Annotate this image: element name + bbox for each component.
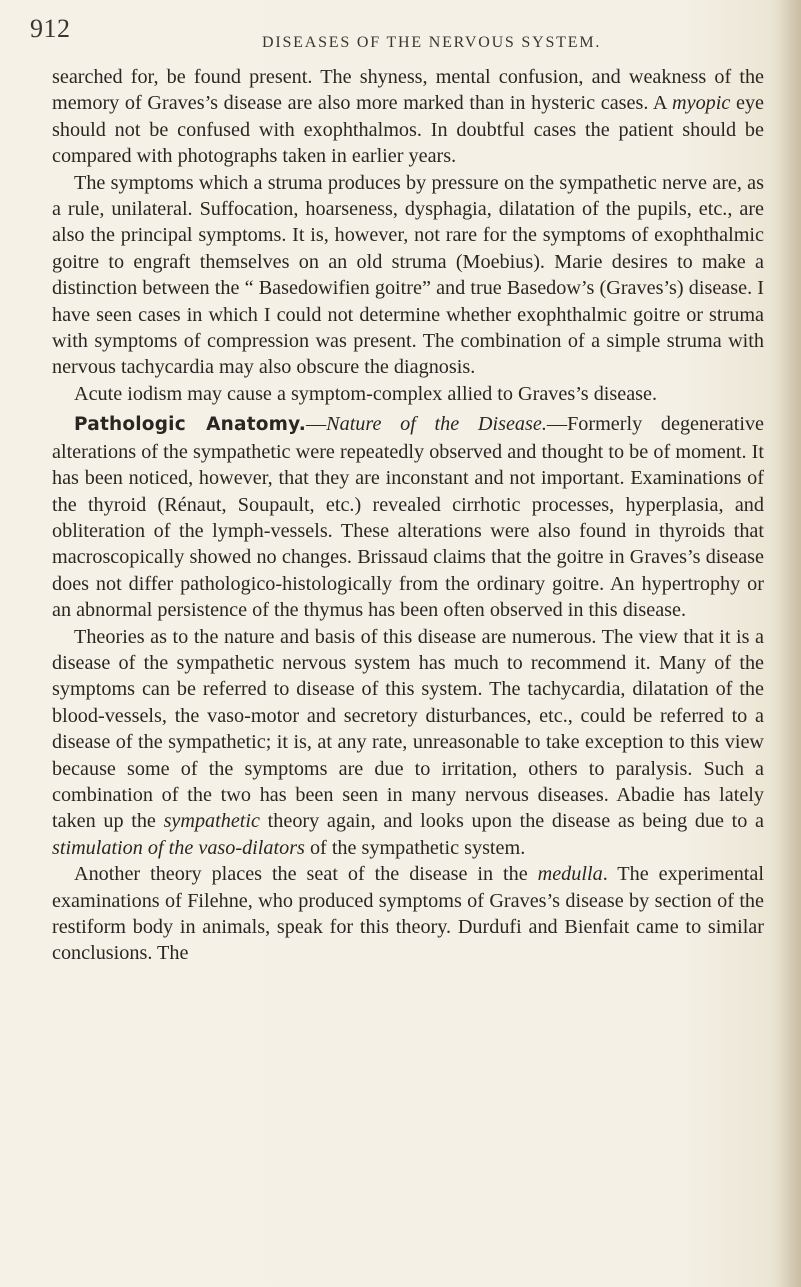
page-header	[0, 14, 801, 54]
text-run: Another theory places the seat of the disease in the	[74, 863, 538, 886]
italic-term: medulla	[537, 863, 603, 886]
italic-term: myopic	[672, 92, 731, 115]
paragraph-1	[52, 64, 764, 170]
section-heading: Pathologic Anatomy.	[74, 414, 306, 436]
text-run: searched for, be found present. The shyness, mental confusion, and weakness of the memory of Graves’s disease are also more marked than in hysteric cases. A	[52, 66, 764, 115]
text-run: Theories as to the nature and basis of this disease are numerous. The view that it is a disease of the sympathetic nervous system has much to recommend it. Many of the symptoms can be referred to disease of this system. The tachycardia, dilatation of the blood-vessels, the vaso-motor and secretory disturbances, etc., could be referred to a disease of the sympathetic; it is, at any rate, unreasonable to take exception to this view because some of the symptoms are due to irritation, others to paralysis. Such a combination of the two has been seen in many nervous diseases. Abadie has lately taken up the	[52, 625, 764, 833]
paragraph-5	[52, 624, 764, 862]
running-head: DISEASES OF THE NERVOUS SYSTEM.	[262, 34, 602, 51]
italic-term: sympathetic	[163, 810, 260, 833]
paragraph-4	[52, 411, 764, 623]
text-run: . The experimental examinations of Filehne, who produced symptoms of Graves’s disease by section of the restiform body in animals, speak for this theory. Durdufi and Bienfait came to similar conclusions. The	[52, 863, 764, 965]
text-run: of the sympathetic system.	[304, 836, 526, 859]
subsection-heading: Nature of the Disease.	[326, 413, 547, 436]
page-number: 912	[30, 14, 71, 43]
text-run: Acute iodism may cause a symptom-complex allied to Graves’s disease.	[74, 382, 658, 405]
text-run: eye should not be confused with exophthalmos. In doubtful cases the patient should be compared with photographs taken in earlier years.	[52, 92, 764, 168]
body-text	[52, 64, 764, 967]
italic-term: stimulation of the vaso-dilators	[52, 836, 305, 859]
paragraph-6	[52, 861, 764, 967]
paragraph-3	[52, 381, 764, 407]
page-edge-shadow	[779, 0, 801, 1287]
text-run: theory again, and looks upon the disease as being due to a	[260, 810, 764, 833]
paragraph-2	[52, 170, 764, 381]
heading-dash: —	[305, 413, 327, 436]
text-run: The symptoms which a struma produces by pressure on the sympathetic nerve are, as a rule, unilateral. Suffocation, hoarseness, dysphagia, dilatation of the pupils, etc., are also the principal symptoms. It is, however, not rare for the symptoms of exophthalmic goitre to engraft themselves on an old struma (Moebius). Marie desires to make a distinction between the “ Basedowifien goitre” and true Basedow’s (Graves’s) disease. I have seen cases in which I could not determine whether exophthalmic goitre or struma with symptoms of compression was present. The combination of a simple struma with nervous tachycardia may also obscure the diagnosis.	[52, 171, 764, 379]
text-run: —Formerly degenerative alterations of the sympathetic were repeatedly observed and thought to be of moment. It has been noticed, however, that they are inconstant and not important. Examinations of the thyroid (Rénaut, Soupault, etc.) revealed cirrhotic processes, hyperplasia, and obliteration of the lymph-vessels. These alterations were also found in thyroids that macroscopically showed no changes. Brissaud claims that the goitre in Graves’s disease does not differ pathologico-histologically from the ordinary goitre. An hypertrophy or an abnormal persistence of the thymus has been often observed in this disease.	[52, 413, 765, 622]
